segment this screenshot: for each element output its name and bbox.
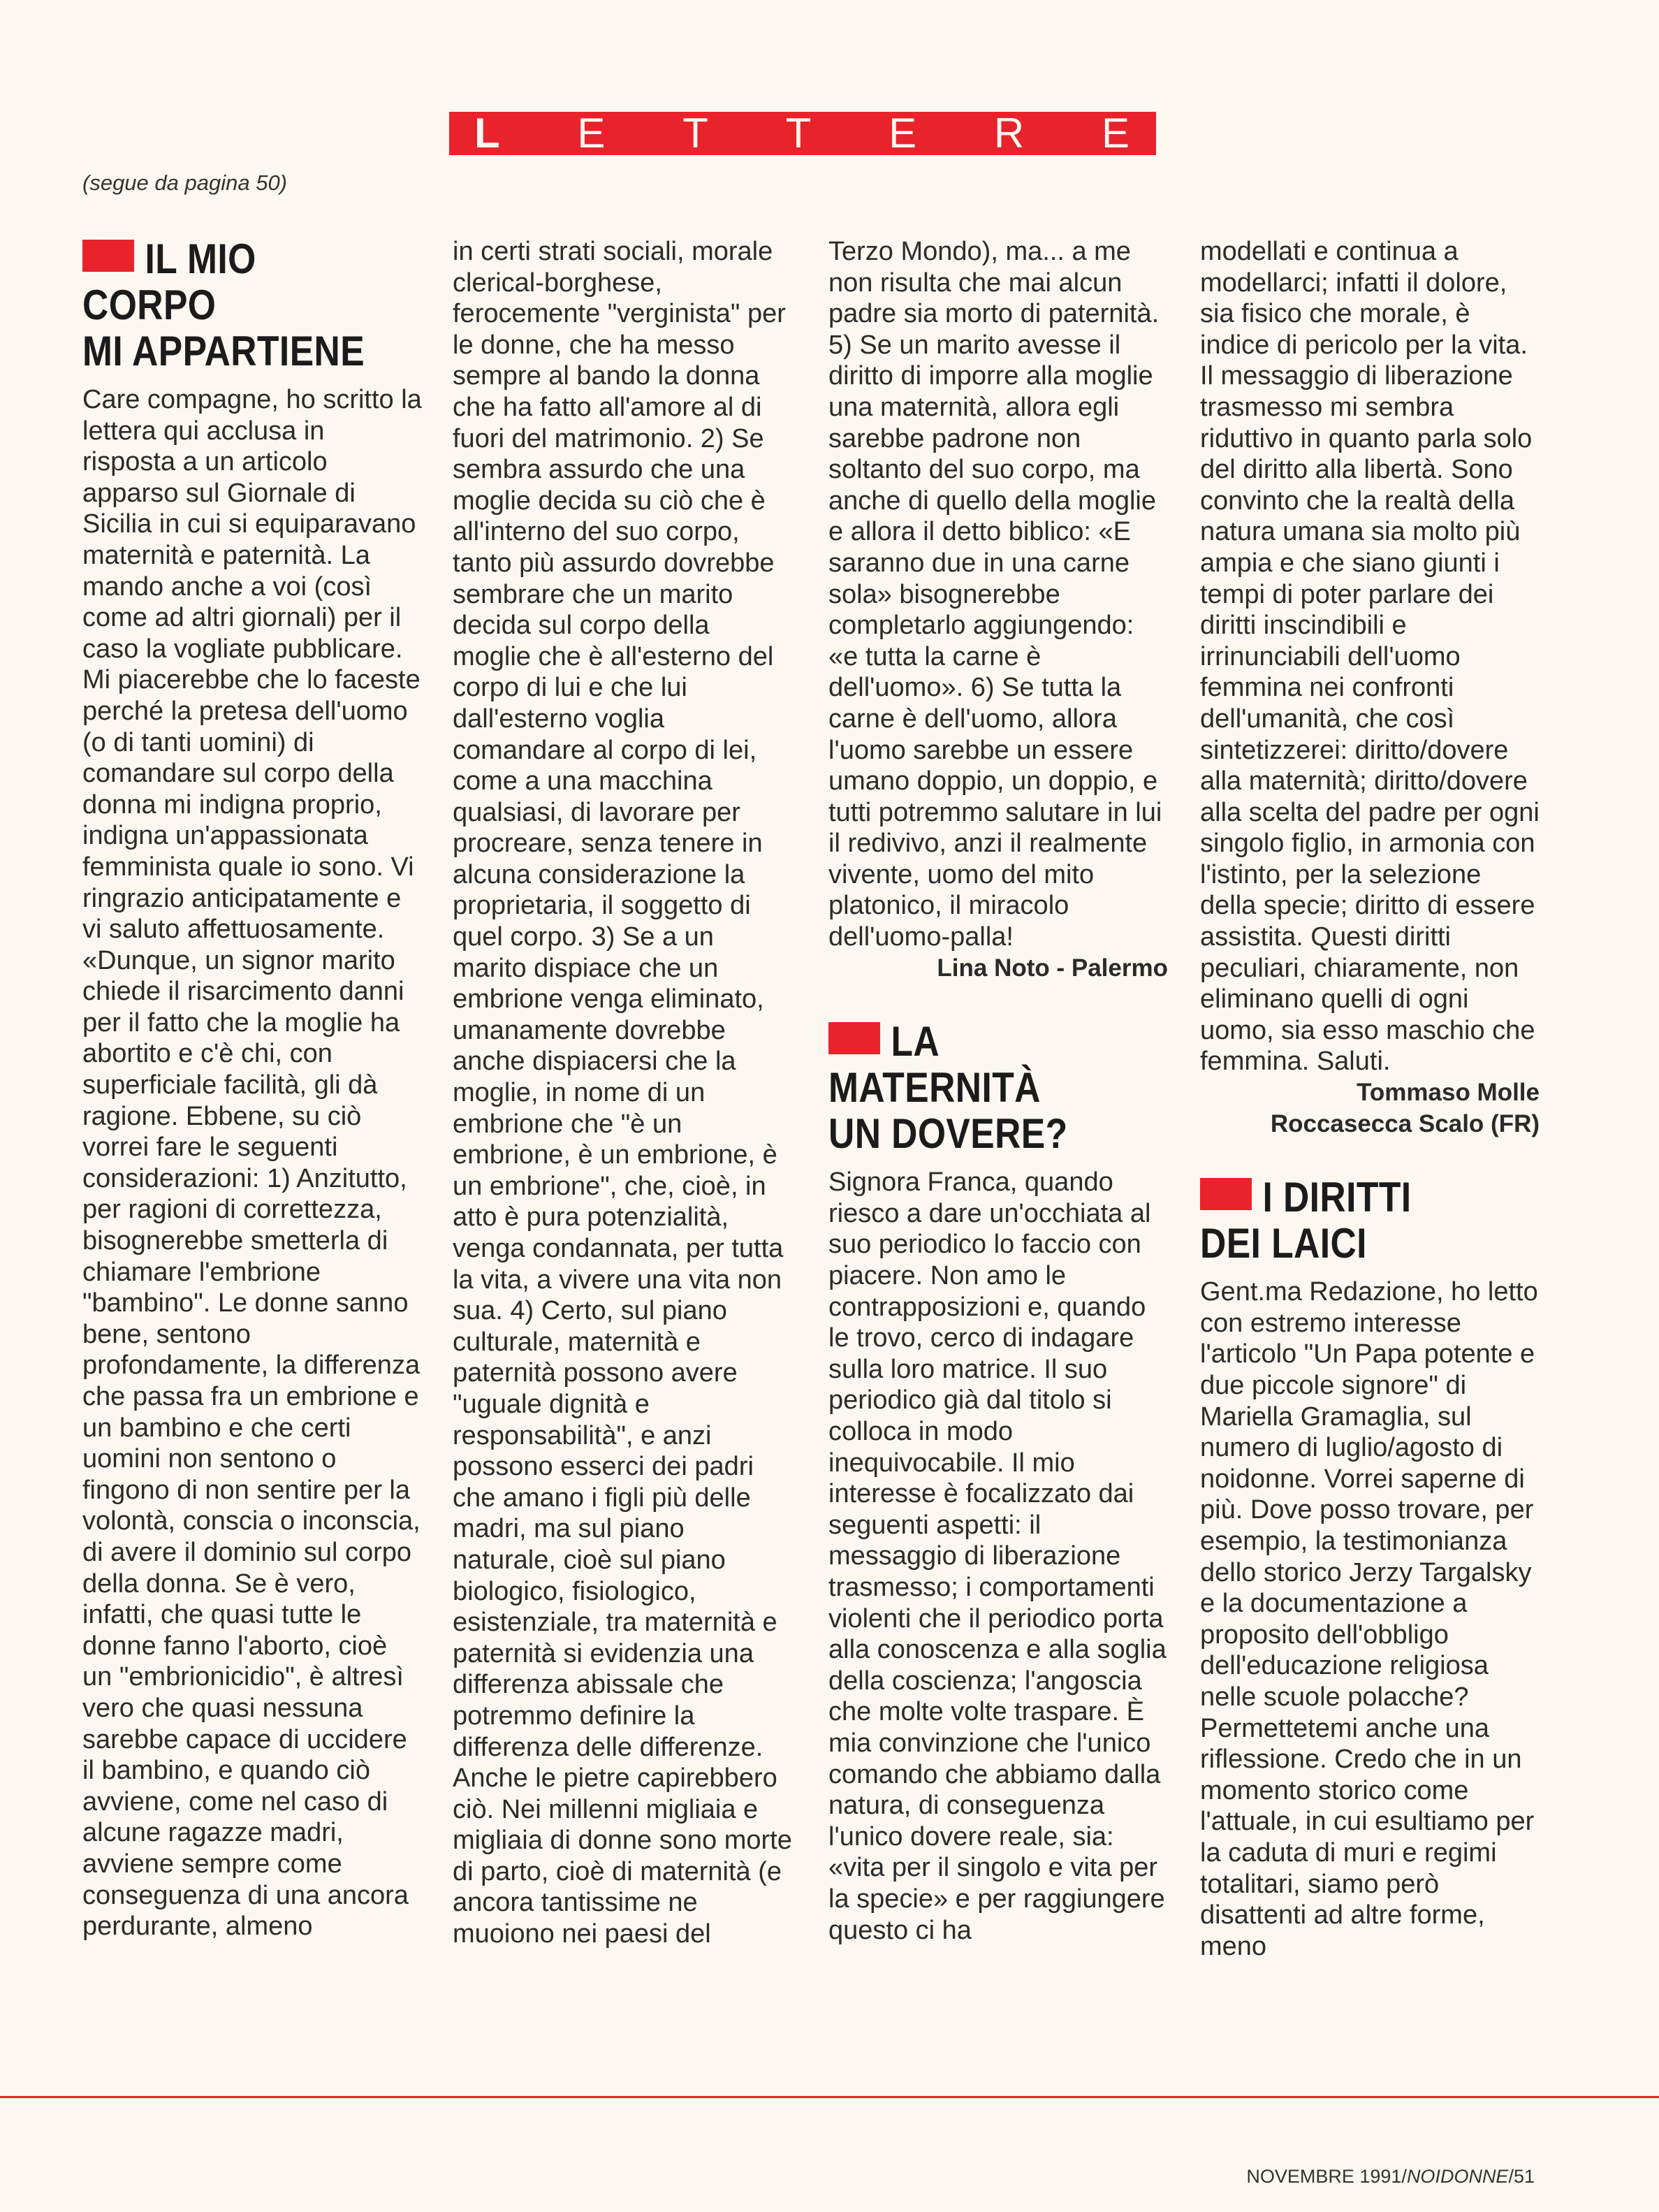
- article-2-body-cont: modellati e continua a modellarci; infatti il dolore, sia fisico che morale, è indice di pericolo per la vita. Il messaggio di liberazione trasmesso mi sembra riduttivo in quanto parla solo del diritto alla libertà. Sono convinto che la realtà della natura umana sia molto più ampia e che siano giunti i tempi di poter parlare dei diritti inscindibili e irrinunciabili dell'uomo femmina nei confronti dell'umanità, che così sintetizzerei: diritto/dovere alla maternità; diritto/dovere alla scelta del padre per ogni singolo figlio, in armonia con l'istinto, per la selezione della specie; diritto di essere assistita. Questi diritti peculiari, chiaramente, non eliminano quelli di ogni uomo, sia esso maschio che femmina. Saluti.: [1200, 237, 1540, 1077]
- banner-letter: R: [993, 110, 1025, 157]
- footer-rule: [0, 2096, 1659, 2098]
- article-3-body: Gent.ma Redazione, ho letto con estremo interesse l'articolo "Un Papa potente e due piccole signore" di Mariella Gramaglia, sul numero di luglio/agosto di noidonne. Vorrei saperne di più. Dove posso trovare, per esempio, la testimonianza dello storico Jerzy Targalsky e la documentazione a proposito dell'obbligo dell'educazione religiosa nelle scuole polacche? Permettetemi anche una riflessione. Credo che in un momento storico come l'attuale, in cui esultiamo per la caduta di muri e regimi totalitari, siamo però disattenti ad altre forme, meno: [1200, 1277, 1538, 1961]
- article-2-title: LA MATERNITÀ UN DOVERE?: [828, 1018, 1068, 1158]
- banner-letter: E: [1101, 110, 1130, 157]
- article-1-signature: Lina Noto - Palermo: [937, 954, 1168, 982]
- article-3-title: I DIRITTI DEI LAICI: [1200, 1174, 1412, 1267]
- article-1-title: IL MIO CORPO MI APPARTIENE: [82, 235, 365, 374]
- article-1-body: Care compagne, ho scritto la lettera qui acclusa in risposta a un articolo apparso sul Giornale di Sicilia in cui si equiparavano maternità e paternità. La mando anche a voi (così come ad altri giornali) per il caso la vogliate pubblicare. Mi piacerebbe che lo faceste perché la pretesa dell'uomo (o di tanti uomini) di comandare sul corpo della donna mi indigna proprio, indigna un'appassionata femminista quale io sono. Vi ringrazio anticipatamente e vi saluto affettuosamente. «Dunque, un signor marito chiede il risarcimento danni per il fatto che la moglie ha abortito e c'è chi, con superficiale facilità, gli dà ragione. Ebbene, su ciò vorrei fare le seguenti considerazioni: 1) Anzitutto, per ragioni di correttezza, bisognerebbe smetterla di chiamare l'embrione "bambino". Le donne sanno bene, sentono profondamente, la differenza che passa fra un embrione e un bambino e che certi uomini non sentono o fingono di non sentire per la volontà, conscia o inconscia, di avere il dominio sul corpo della donna. Se è vero, infatti, che quasi tutte le donne fanno l'aborto, cioè un "embrionicidio", è altresì vero che quasi nessuna sarebbe capace di uccidere il bambino, e quando ciò avviene, come nel caso di alcune ragazze madri, avviene sempre come conseguenza di una ancora perdurante, almeno: [82, 385, 422, 1942]
- article-1-body-end: Terzo Mondo), ma... a me non risulta che mai alcun padre sia morto di paternità. 5) Se un marito avesse il diritto di imporre alla moglie una maternità, allora egli sarebbe padrone non soltanto del suo corpo, ma anche di quello della moglie e allora il detto biblico: «E saranno due in una carne sola» bisognerebbe completarlo aggiungendo: «e tutta la carne è dell'uomo». 6) Se tutta la carne è dell'uomo, allora l'uomo sarebbe un essere umano doppio, un doppio, e tutti potremmo salutare in lui il redivivo, anzi il realmente vivente, uomo del mito platonico, il miracolo dell'uomo-palla!: [828, 237, 1162, 952]
- banner-letter: T: [682, 110, 708, 157]
- banner-letter: E: [889, 110, 917, 157]
- red-square-icon: [1200, 1178, 1252, 1210]
- section-banner: [449, 112, 1156, 155]
- banner-letter: E: [577, 110, 606, 157]
- article-1-body-cont: in certi strati sociali, morale clerical-borghese, ferocemente "verginista" per le donne, che ha messo sempre al bando la donna che ha fatto all'amore al di fuori del matrimonio. 2) Se sembra assurdo che una moglie decida su ciò che è all'interno del suo corpo, tanto più assurdo dovrebbe sembrare che un marito decida sul corpo della moglie che è all'esterno del corpo di lui e che lui dall'esterno voglia comandare al corpo di lei, come a una macchina qualsiasi, di lavorare per procreare, senza tenere in alcuna considerazione la proprietaria, il soggetto di quel corpo. 3) Se a un marito dispiace che un embrione venga eliminato, umanamente dovrebbe anche dispiacersi che la moglie, in nome di un embrione che "è un embrione, è un embrione, è un embrione", che, cioè, in atto è pura potenzialità, venga condannata, per tutta la vita, a vivere una vita non sua. 4) Certo, sul piano culturale, maternità e paternità possono avere "uguale dignità e responsabilità", e anzi possono esserci dei padri che amano i figli più delle madri, ma sul piano naturale, cioè sul piano biologico, fisiologico, esistenziale, tra maternità e paternità si evidenzia una differenza abissale che potremmo definire la differenza delle differenze. Anche le pietre capirebbero ciò. Nei millenni migliaia e migliaia di donne sono morte di parto, cioè di maternità (e ancora tantissime ne muoiono nei paesi del: [453, 237, 792, 1949]
- column-4: [1200, 236, 1540, 1962]
- banner-letter: T: [785, 110, 812, 157]
- column-1: [82, 236, 422, 1942]
- article-2-body: Signora Franca, quando riesco a dare un'occhiata al suo periodico lo faccio con piacere. Non amo le contrapposizioni e, quando le trovo, cerco di indagare sulla loro matrice. Il suo periodico già dal titolo si colloca in modo inequivocabile. Il mio interesse è focalizzato dai seguenti aspetti: il messaggio di liberazione trasmesso; i comportamenti violenti che il periodico porta alla conoscenza e alla soglia della coscienza; l'angoscia che molte volte traspare. È mia convinzione che l'unico comando che abbiamo dalla natura, di conseguenza l'unico dovere reale, sia: «vita per il singolo e vita per la specie» e per raggiungere questo ci ha: [828, 1167, 1167, 1945]
- page-footer: NOVEMBRE 1991/NOIDONNE/51: [1246, 2166, 1535, 2187]
- red-square-icon: [82, 240, 134, 272]
- article-2-signature-place: Roccasecca Scalo (FR): [1270, 1109, 1540, 1137]
- column-3: [828, 236, 1168, 1946]
- column-2: [453, 236, 792, 1950]
- banner-letter: L: [474, 110, 500, 157]
- article-2-signature-name: Tommaso Molle: [1357, 1079, 1540, 1107]
- continued-from-note: (segue da pagina 50): [82, 170, 288, 195]
- red-square-icon: [828, 1022, 880, 1054]
